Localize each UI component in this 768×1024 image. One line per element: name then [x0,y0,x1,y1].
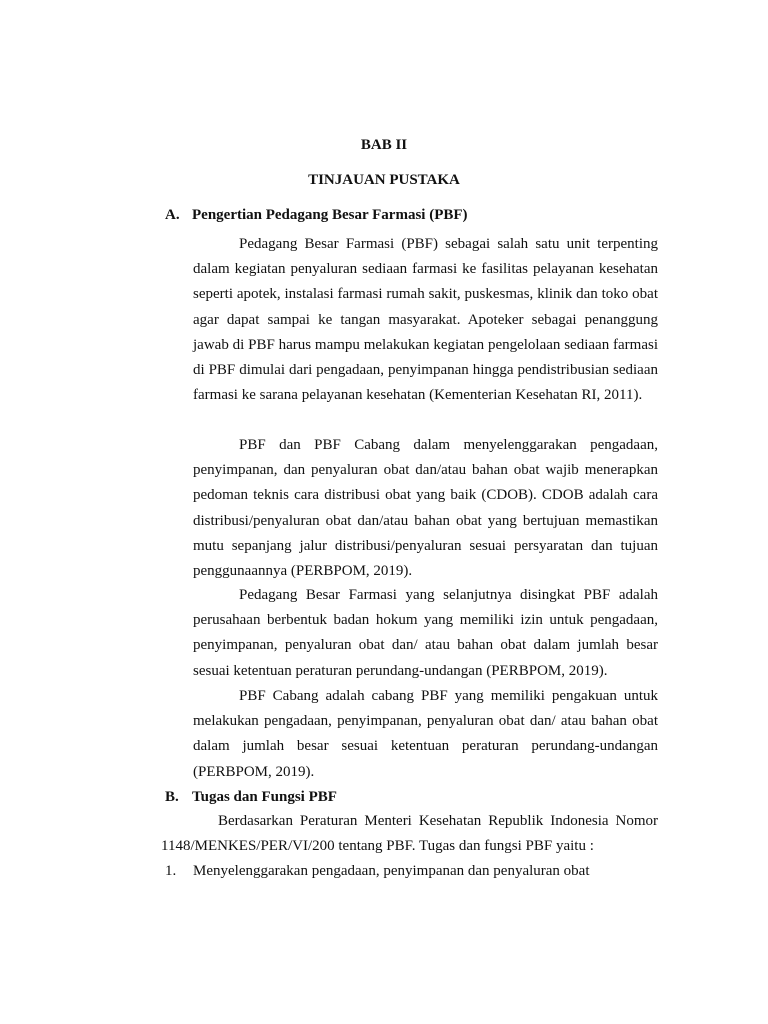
section-b-title: Tugas dan Fungsi PBF [192,789,337,805]
section-a-marker: A. [165,207,180,223]
section-a-paragraph-3: Pedagang Besar Farmasi yang selanjutnya disingkat PBF adalah perusahaan berbentuk badan hokum yang memiliki izin untuk pengadaan, penyimpanan, penyaluran obat dan/ atau bahan obat dalam jumlah besar sesuai ketentuan peraturan perundang-undangan (PERBPOM, 2019). [193,587,658,679]
list-item-number: 1. [165,863,177,879]
section-a-paragraph-1: Pedagang Besar Farmasi (PBF) sebagai salah satu unit terpenting dalam kegiatan penyaluran sediaan farmasi ke fasilitas pelayanan kesehatan seperti apotek, instalasi farmasi rumah sakit, puskesmas, klinik dan toko obat agar dapat sampai ke tangan masyarakat. Apoteker sebagai penanggung jawab di PBF harus mampu melakukan kegiatan pengelolaan sediaan farmasi di PBF dimulai dari pengadaan, penyimpanan hingga pendistribusian sediaan farmasi ke sarana pelayanan kesehatan (Kementerian Kesehatan RI, 2011). [193,236,658,404]
section-a-title: Pengertian Pedagang Besar Farmasi (PBF) [192,207,468,223]
section-a-paragraph-4: PBF Cabang adalah cabang PBF yang memiliki pengakuan untuk melakukan pengadaan, penyimpanan, penyaluran obat dan/ atau bahan obat dalam jumlah besar sesuai ketentuan peraturan perundang-undangan (PERBPOM, 2019). [193,688,658,780]
section-b-marker: B. [165,789,179,805]
chapter-number: BAB II [360,137,408,153]
list-item [165,859,590,884]
section-a-heading [165,207,468,224]
chapter-title: TINJAUAN PUSTAKA [308,172,460,188]
section-b-paragraph: Berdasarkan Peraturan Menteri Kesehatan Republik Indonesia Nomor 1148/MENKES/PER/VI/200 tentang PBF. Tugas dan fungsi PBF yaitu : [161,813,658,855]
list-item-text: Menyelenggarakan pengadaan, penyimpanan dan penyaluran obat [193,863,590,879]
section-a-paragraph-2: PBF dan PBF Cabang dalam menyelenggarakan pengadaan, penyimpanan, dan penyaluran obat dan/atau bahan obat wajib menerapkan pedoman teknis cara distribusi obat yang baik (CDOB). CDOB adalah cara distribusi/penyaluran obat dan/atau bahan obat yang bertujuan memastikan mutu sepanjang jalur distribusi/penyaluran sesuai persyaratan dan tujuan penggunaannya (PERBPOM, 2019). [193,437,658,580]
section-b-heading [165,789,337,806]
